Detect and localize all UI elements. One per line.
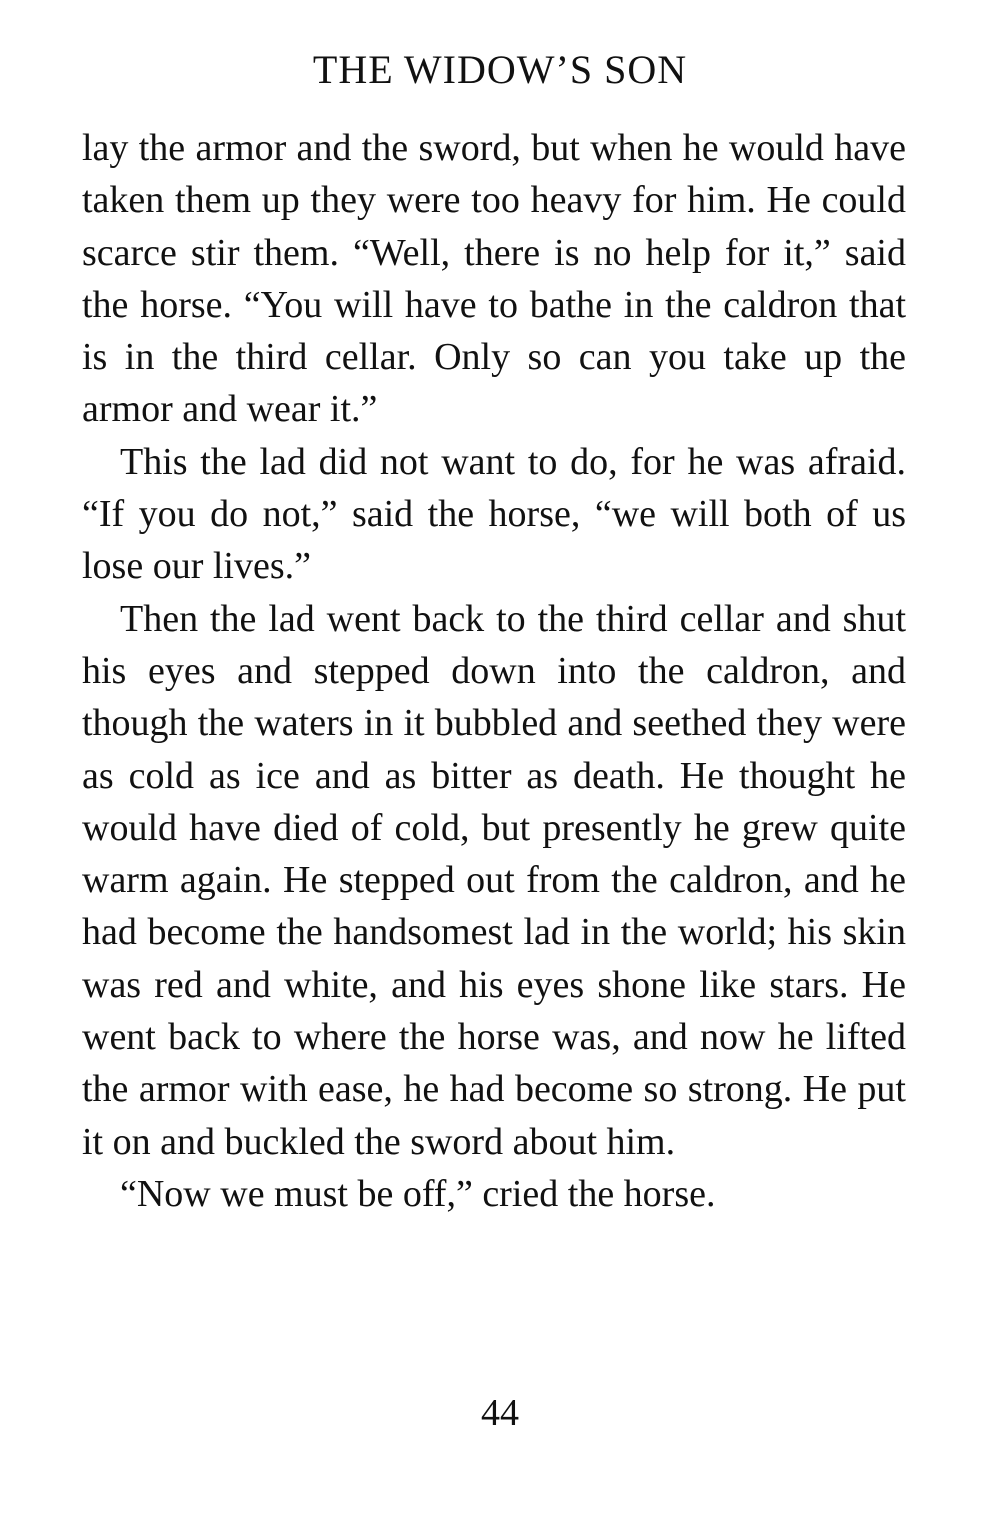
page-number: 44	[481, 1392, 519, 1434]
paragraph: Then the lad went back to the third cellar and shut his eyes and stepped down into the caldron, and though the waters in it bubbled and seethed they were as cold as ice and as bitter as death. He thought he would have died of cold, but presently he grew quite warm again. He stepped out from the caldron, and he had become the handsomest lad in the world; his skin was red and white, and his eyes shone like stars. He went back to where the horse was, and now he lifted the armor with ease, he had become so strong. He put it on and buckled the sword about him.	[82, 597, 906, 1163]
body-text	[82, 122, 906, 1220]
running-head-title: THE WIDOW’S SON	[312, 47, 688, 92]
paragraph-continuation: lay the armor and the sword, but when he would have taken them up they were too heavy for him. He could scarce stir them. “Well, there is no help for it,” said the horse. “You will have to bathe in the caldron that is in the third cellar. Only so can you take up the armor and wear it.”	[82, 127, 906, 431]
paragraph: “Now we must be off,” cried the horse.	[120, 1172, 716, 1215]
paragraph: This the lad did not want to do, for he was afraid. “If you do not,” said the horse, “we will both of us lose our lives.”	[82, 440, 906, 588]
